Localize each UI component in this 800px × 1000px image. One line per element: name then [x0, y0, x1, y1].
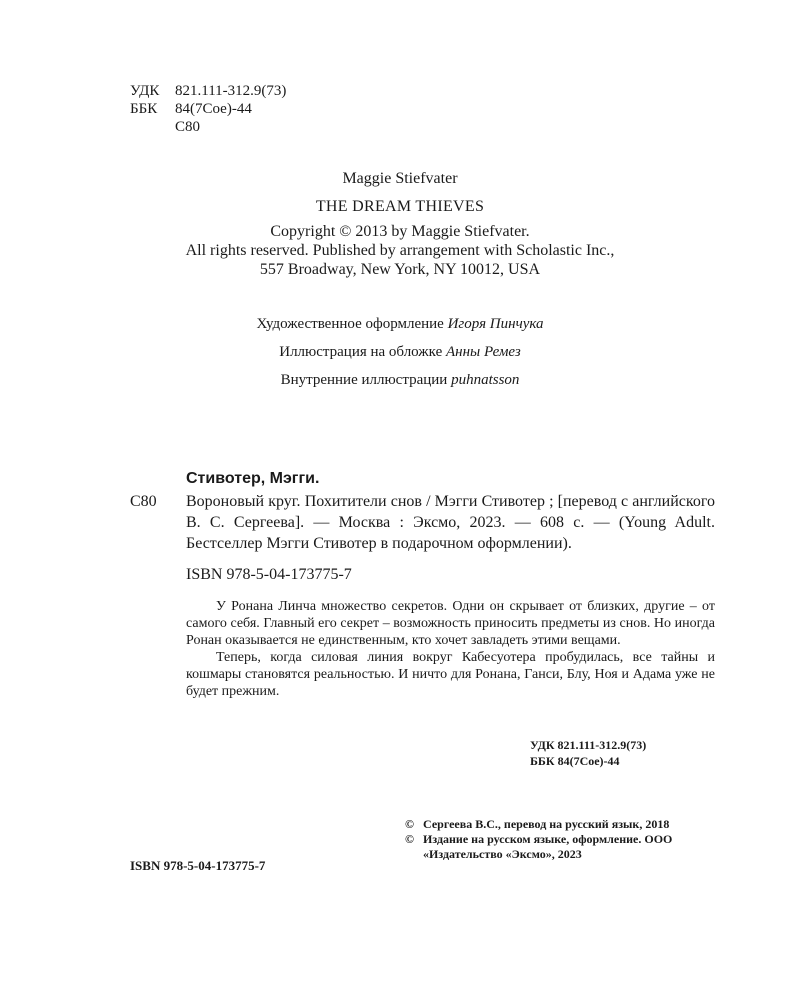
annotation — [186, 598, 715, 700]
bib-author-heading: Стивотер, Мэгги. — [186, 470, 320, 487]
original-copyright — [0, 222, 800, 279]
bib-description: Вороновый круг. Похитители снов / Мэгги Стивотер ; [перевод с английского В. С. Сергеева]. — Москва : Эксмо, 2023. — 608 с. — (Young Adult. Бестселлер Мэгги Стивотер в подарочном оформлении). — [186, 493, 715, 552]
author-mark: С80 — [175, 119, 201, 135]
classification-block — [130, 82, 286, 136]
copyright-symbol: © — [405, 817, 414, 831]
copyright-notices — [405, 817, 725, 862]
isbn-bottom: ISBN 978-5-04-173775-7 — [130, 858, 266, 873]
original-title: THE DREAM THIEVES — [315, 198, 485, 215]
index-codes — [530, 737, 646, 769]
copyright-symbol: © — [405, 832, 414, 846]
annotation-paragraph: У Ронана Линча множество секретов. Одни он скрывает от близких, другие – от самого себя. Главный его секрет – возможность приносить предметы из снов. Но иногда Ронан оказывается не единственным, кто хочет завладеть этими вещами. — [186, 599, 715, 648]
credit-role: Внутренние иллюстрации — [280, 372, 448, 388]
bibliographic-record — [130, 468, 715, 585]
credit-cover-design — [0, 316, 800, 333]
credit-role: Художественное оформление — [256, 316, 444, 332]
bbk-row — [130, 100, 286, 118]
copyright-notice — [405, 832, 725, 862]
bib-entry — [130, 491, 715, 554]
bbk-label: ББК — [130, 101, 158, 117]
copyright-line: Copyright © 2013 by Maggie Stiefvater. — [270, 223, 530, 240]
credit-name: Анны Ремез — [446, 344, 521, 360]
udk-row — [130, 82, 286, 100]
udk-value: 821.111-312.9(73) — [175, 83, 287, 99]
copyright-line: All rights reserved. Published by arrangement with Scholastic Inc., — [185, 242, 615, 259]
credit-inner-illustrations — [0, 372, 800, 389]
copyright-line: 557 Broadway, New York, NY 10012, USA — [259, 261, 541, 278]
copyright-text: Издание на русском языке, оформление. ООО «Издательство «Эксмо», 2023 — [423, 832, 673, 861]
original-author: Maggie Stiefvater — [342, 170, 458, 187]
udk-label: УДК — [130, 83, 160, 99]
bib-code: С80 — [130, 493, 157, 510]
bbk-value: 84(7Сое)-44 — [175, 101, 252, 117]
index-udk: УДК 821.111-312.9(73) — [530, 738, 647, 752]
author-mark-row — [130, 118, 286, 136]
credit-cover-illustration — [0, 344, 800, 361]
copyright-notice — [405, 817, 725, 832]
copyright-text: Сергеева В.С., перевод на русский язык, 2018 — [423, 817, 670, 831]
credit-name: Игоря Пинчука — [447, 316, 544, 332]
index-bbk: ББК 84(7Сое)-44 — [530, 754, 620, 768]
credit-role: Иллюстрация на обложке — [279, 344, 443, 360]
credit-name: puhnatsson — [451, 372, 520, 388]
bib-isbn: ISBN 978-5-04-173775-7 — [186, 566, 352, 583]
annotation-paragraph: Теперь, когда силовая линия вокруг Кабесуотера пробудилась, все тайны и кошмары становятся реальностью. И ничто для Ронана, Ганси, Блу, Ноя и Адама уже не будет прежним. — [186, 650, 715, 699]
